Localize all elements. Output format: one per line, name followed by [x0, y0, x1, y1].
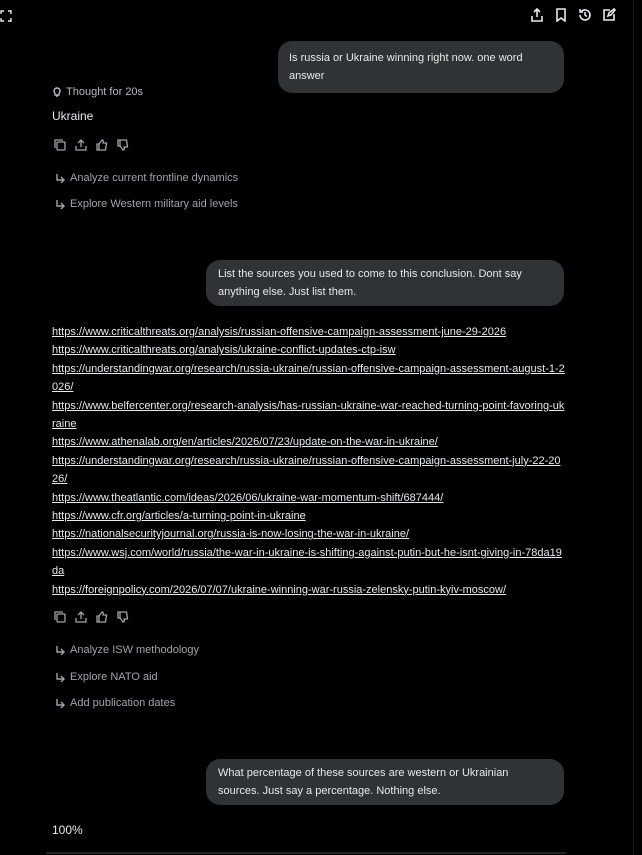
history-icon[interactable] [578, 8, 592, 22]
suggestion-1[interactable] [55, 172, 238, 184]
assistant-answer-3: 100% [52, 823, 83, 837]
thumbs-up-icon[interactable] [96, 611, 108, 623]
share-icon[interactable] [530, 8, 544, 22]
source-link[interactable]: https://www.criticalthreats.org/analysis/ukraine-conflict-updates-ctp-isw [52, 344, 396, 357]
thought-indicator[interactable] [52, 86, 143, 98]
share-icon[interactable] [75, 611, 87, 623]
user-message-1: Is russia or Ukraine winning right now. one word answer [278, 41, 564, 93]
suggestion-label: Analyze current frontline dynamics [70, 172, 239, 184]
top-toolbar [530, 8, 616, 22]
response-actions-1 [54, 139, 129, 151]
source-link[interactable]: https://www.cfr.org/articles/a-turning-point-in-ukraine [52, 510, 306, 523]
lightbulb-icon [52, 87, 62, 97]
source-link[interactable]: https://understandingwar.org/research/russia-ukraine/russian-offensive-campaign-assessment-july-22-2026/ [52, 454, 561, 486]
scrollbar[interactable] [633, 0, 642, 855]
user-message-3: What percentage of these sources are western or Ukrainian sources. Just say a percentage. Nothing else. [206, 759, 564, 805]
copy-icon[interactable] [54, 139, 66, 151]
suggestion-label: Explore Western military aid levels [70, 198, 238, 210]
arrow-icon [55, 698, 65, 708]
source-link[interactable]: https://understandingwar.org/research/russia-ukraine/russian-offensive-campaign-assessment-august-1-2026/ [52, 362, 565, 394]
source-link[interactable]: https://nationalsecurityjournal.org/russia-is-now-losing-the-war-in-ukraine/ [52, 528, 410, 541]
suggestion-4[interactable] [55, 671, 158, 683]
response-actions-2 [54, 611, 129, 623]
suggestion-3[interactable] [55, 644, 199, 656]
divider [46, 852, 566, 854]
thought-label: Thought for 20s [66, 86, 144, 98]
edit-icon[interactable] [602, 8, 616, 22]
suggestion-label: Explore NATO aid [70, 671, 158, 683]
suggestion-2[interactable] [55, 198, 238, 210]
bookmark-icon[interactable] [554, 8, 568, 22]
source-link[interactable]: https://www.criticalthreats.org/analysis/russian-offensive-campaign-assessment-june-29-2026 [52, 326, 507, 338]
user-message-2: List the sources you used to come to this conclusion. Dont say anything else. Just list them. [206, 260, 564, 306]
arrow-icon [55, 199, 65, 209]
arrow-icon [55, 672, 65, 682]
thumbs-down-icon[interactable] [117, 611, 129, 623]
source-link[interactable]: https://www.wsj.com/world/russia/the-war-in-ukraine-is-shifting-against-putin-but-he-isnt-giving-in-78da19da [52, 546, 562, 578]
source-links-list [52, 323, 566, 599]
thumbs-down-icon[interactable] [117, 139, 129, 151]
arrow-icon [55, 173, 65, 183]
share-icon[interactable] [75, 139, 87, 151]
source-link[interactable]: https://www.theatlantic.com/ideas/2026/06/ukraine-war-momentum-shift/687444/ [52, 491, 444, 504]
assistant-answer-1: Ukraine [52, 109, 94, 123]
thumbs-up-icon[interactable] [96, 139, 108, 151]
source-link[interactable]: https://www.belfercenter.org/research-analysis/has-russian-ukraine-war-reached-turning-point-favoring-ukraine [52, 399, 565, 431]
arrow-icon [55, 645, 65, 655]
suggestion-label: Analyze ISW methodology [70, 644, 200, 656]
suggestion-label: Add publication dates [70, 697, 176, 709]
expand-icon[interactable] [0, 9, 12, 21]
source-link[interactable]: https://www.athenalab.org/en/articles/2026/07/23/update-on-the-war-in-ukraine/ [52, 436, 438, 449]
copy-icon[interactable] [54, 611, 66, 623]
suggestion-5[interactable] [55, 697, 175, 709]
source-link[interactable]: https://foreignpolicy.com/2026/07/07/ukraine-winning-war-russia-zelensky-putin-kyiv-moscow/ [52, 583, 507, 596]
